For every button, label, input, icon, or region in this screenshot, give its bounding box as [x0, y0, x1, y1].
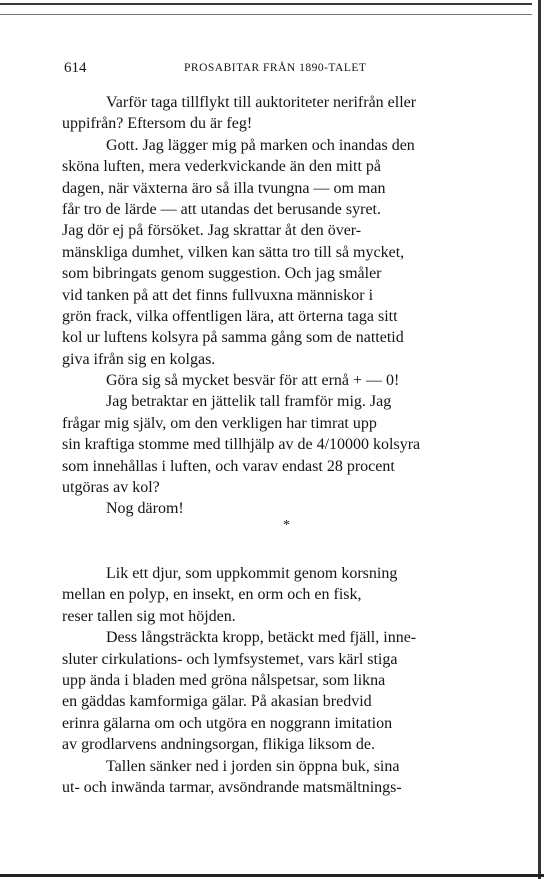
- text-line: mellan en polyp, en insekt, en orm och en fisk,: [62, 586, 362, 604]
- text-line: Tallen sänker ned i jorden sin öppna buk, sina: [106, 757, 400, 775]
- text-section-1: [62, 92, 500, 520]
- text-line: som innehållas i luften, och varav endast 28 procent: [62, 457, 395, 475]
- text-line: av grodlarvens andningsorgan, flikiga liksom de.: [62, 736, 375, 754]
- text-line: sköna luften, mera vederkvickande än den mitt på: [62, 158, 381, 176]
- text-line: uppifrån? Eftersom du är feg!: [62, 115, 253, 133]
- text-line: Gott. Jag lägger mig på marken och inandas den: [106, 136, 415, 154]
- text-line: som bibringats genom suggestion. Och jag småler: [62, 265, 382, 283]
- text-line: grön frack, vilka offentligen lära, att örterna taga sitt: [62, 307, 398, 325]
- text-line: Göra sig så mycket besvär för att ernå + — 0!: [106, 372, 400, 390]
- section-separator: *: [283, 518, 290, 533]
- page-right-edge: [538, 0, 541, 879]
- text-line: Lik ett djur, som uppkommit genom korsning: [106, 565, 398, 582]
- page-header: [0, 60, 544, 80]
- page-top-border: [0, 3, 532, 5]
- page-top-border-inner: [0, 14, 532, 15]
- text-line: reser tallen sig mot höjden.: [62, 607, 236, 625]
- text-line: dagen, när växterna äro så illa tvungna — om man: [62, 179, 386, 197]
- text-line: erinra gälarna om och utgöra en noggrann imitation: [62, 714, 393, 732]
- page-bottom-border: [0, 874, 544, 877]
- text-section-2: [62, 563, 500, 798]
- text-line: kol ur luftens kolsyra på samma gång som de nattetid: [62, 329, 404, 347]
- text-line: får tro de lärde — att utandas det berusande syret.: [62, 200, 381, 218]
- text-line: Jag betraktar en jättelik tall framför mig. Jag: [106, 393, 392, 411]
- text-line: giva ifrån sig en kolgas.: [62, 350, 216, 368]
- text-line: Nog därom!: [106, 500, 184, 518]
- text-line: Jag dör ej på försöket. Jag skrattar åt den över-: [62, 222, 362, 240]
- text-line: Varför taga tillflykt till auktoriteter nerifrån eller: [106, 94, 417, 111]
- page-number: 614: [64, 60, 87, 76]
- text-line: en gäddas kamformiga gälar. På akasian bredvid: [62, 693, 372, 711]
- text-line: sin kraftiga stomme med tillhjälp av de 4/10000 kolsyra: [62, 436, 421, 454]
- text-line: utgöras av kol?: [62, 479, 160, 497]
- text-line: ut- och inwända tarmar, avsöndrande matsmältnings-: [62, 778, 402, 796]
- text-line: mänskliga dumhet, vilken kan sätta tro till så mycket,: [62, 243, 405, 261]
- text-line: frågar mig själv, om den verkligen har timrat upp: [62, 414, 377, 432]
- running-head: PROSABITAR FRÅN 1890-TALET: [184, 62, 367, 74]
- text-line: Dess långsträckta kropp, betäckt med fjäll, inne-: [106, 629, 417, 647]
- text-line: sluter cirkulations- och lymfsystemet, vars kärl stiga: [62, 650, 398, 668]
- text-line: vid tanken på att det finns fullvuxna människor i: [62, 286, 374, 304]
- text-line: upp ända i bladen med gröna nålspetsar, som likna: [62, 671, 386, 689]
